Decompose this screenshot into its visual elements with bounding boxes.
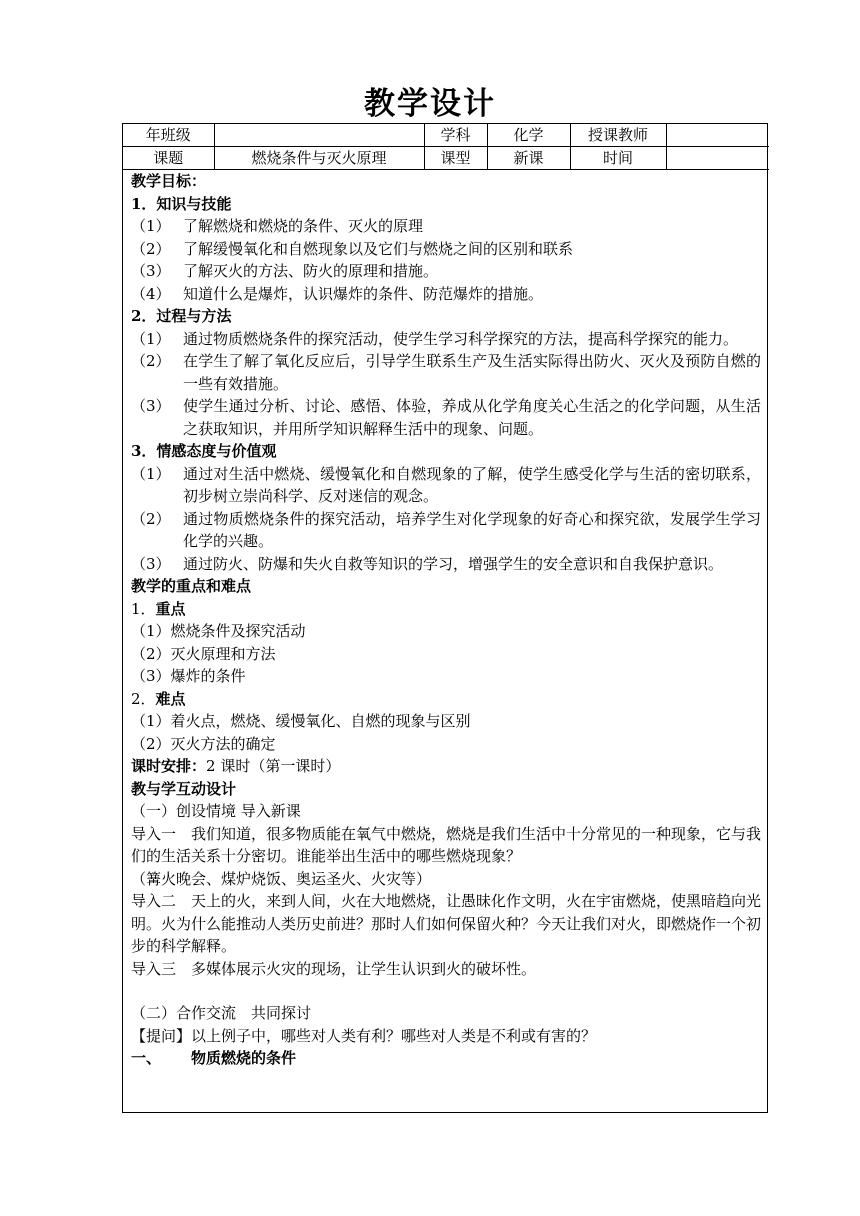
teacher-label: 授课教师 bbox=[570, 124, 666, 147]
list-item bbox=[131, 553, 761, 576]
item-text: 使学生通过分析、讨论、感悟、体验，养成从化学角度关心生活之的化学问题，从生活之获取知识，并用所学知识解释生活中的现象、问题。 bbox=[183, 397, 761, 438]
item-number: （2） bbox=[131, 239, 171, 258]
difficulty-number: 2． bbox=[131, 689, 156, 708]
item-text: 通过对生活中燃烧、缓慢氧化和自燃现象的了解，使学生感受化学与生活的密切联系，初步树立崇尚科学、反对迷信的观念。 bbox=[183, 464, 761, 505]
lesson-body bbox=[123, 170, 767, 1070]
difficulty-label bbox=[131, 688, 761, 711]
item-number: （1） bbox=[131, 329, 171, 348]
item-number: （1） bbox=[131, 464, 171, 483]
grade-class-value bbox=[214, 124, 424, 147]
section-heading: 3．情感态度与价值观 bbox=[131, 442, 277, 460]
list-item bbox=[131, 328, 761, 351]
list-item bbox=[131, 508, 761, 553]
item-text: 了解缓慢氧化和自燃现象以及它们与燃烧之间的区别和联系 bbox=[183, 239, 574, 258]
teacher-value bbox=[666, 124, 769, 147]
list-item bbox=[131, 350, 761, 395]
section-one-title: 物质燃烧的条件 bbox=[191, 1049, 297, 1067]
difficulty-word: 难点 bbox=[155, 689, 186, 708]
question-line: 【提问】以上例子中，哪些对人类有利？哪些对人类是不利或有害的？ bbox=[131, 1026, 597, 1045]
list-item bbox=[131, 463, 761, 508]
topic-value: 燃烧条件与灭火原理 bbox=[214, 147, 424, 170]
section-one-number: 一、 bbox=[131, 1049, 162, 1067]
item-text: 了解灭火的方法、防火的原理和措施。 bbox=[183, 262, 439, 280]
header-row bbox=[123, 124, 769, 147]
key-points-number: 1． bbox=[131, 599, 156, 618]
key-points-label bbox=[131, 598, 761, 621]
key-points-heading: 教学的重点和难点 bbox=[131, 577, 252, 595]
page-title: 教学设计 bbox=[364, 86, 496, 122]
schedule-label: 课时安排： bbox=[131, 757, 207, 775]
lesson-type-label: 课型 bbox=[424, 147, 487, 170]
list-item: （2）灭火原理和方法 bbox=[131, 644, 276, 663]
lesson-type-value: 新课 bbox=[487, 147, 570, 170]
schedule-line bbox=[131, 755, 761, 778]
header-row bbox=[123, 147, 769, 170]
time-label: 时间 bbox=[570, 147, 666, 170]
item-number: （3） bbox=[131, 554, 171, 573]
list-item: （1）着火点，燃烧、缓慢氧化、自燃的现象与区别 bbox=[131, 712, 471, 730]
intro-two-paragraph: 导入二 天上的火，来到人间，火在大地燃烧，让愚昧化作文明，火在宇宙燃烧，使黑暗趋向光明。火为什么能推动人类历史前进？那时人们如何保留火种？今天让我们对火，即燃烧作一个初步的科学解释。 bbox=[131, 892, 762, 955]
design-heading: 教与学互动设计 bbox=[131, 779, 237, 798]
list-item: （1）燃烧条件及探究活动 bbox=[131, 622, 306, 640]
topic-label: 课题 bbox=[123, 147, 214, 170]
intro-one-paragraph: 导入一 我们知道，很多物质能在氧气中燃烧，燃烧是我们生活中十分常见的一种现象，它与我们的生活关系十分密切。谁能举出生活中的哪些燃烧现象？ bbox=[131, 824, 762, 865]
time-value bbox=[666, 147, 769, 170]
item-number: （2） bbox=[131, 509, 171, 528]
subject-label: 学科 bbox=[424, 124, 487, 147]
schedule-value: 2 课时（第一课时） bbox=[206, 757, 341, 775]
list-item: （3）爆炸的条件 bbox=[131, 667, 246, 685]
section-heading: 2．过程与方法 bbox=[131, 307, 232, 325]
intro-one-note: （篝火晚会、煤炉烧饭、奥运圣火、火灾等） bbox=[131, 869, 432, 888]
grade-class-label: 年班级 bbox=[123, 124, 214, 147]
goals-heading: 教学目标： bbox=[131, 172, 207, 190]
item-number: （3） bbox=[131, 397, 171, 415]
list-item bbox=[131, 238, 761, 261]
item-text: 在学生了解了氧化反应后，引导学生联系生产及生活实际得出防火、灭火及预防自燃的一些有效措施。 bbox=[183, 352, 761, 393]
part-two-title: （二）合作交流 共同探讨 bbox=[131, 1004, 312, 1022]
list-item bbox=[131, 260, 761, 283]
list-item bbox=[131, 283, 761, 306]
blank-line bbox=[131, 980, 761, 1002]
item-number: （3） bbox=[131, 262, 171, 280]
section-one-heading bbox=[131, 1047, 761, 1070]
header-table bbox=[123, 124, 769, 170]
subject-value: 化学 bbox=[487, 124, 570, 147]
item-text: 通过防火、防爆和失火自救等知识的学习，增强学生的安全意识和自我保护意识。 bbox=[183, 554, 724, 573]
item-number: （1） bbox=[131, 217, 171, 235]
item-number: （2） bbox=[131, 352, 171, 370]
list-item: （2）灭火方法的确定 bbox=[131, 734, 276, 753]
part-one-title: （一）创设情境 导入新课 bbox=[131, 802, 301, 820]
list-item bbox=[131, 395, 761, 440]
item-text: 通过物质燃烧条件的探究活动，使学生学习科学探究的方法，提高科学探究的能力。 bbox=[183, 329, 739, 348]
item-text: 知道什么是爆炸，认识爆炸的条件、防范爆炸的措施。 bbox=[183, 284, 544, 303]
key-points-word: 重点 bbox=[155, 599, 186, 618]
item-text: 通过物质燃烧条件的探究活动，培养学生对化学现象的好奇心和探究欲，发展学生学习化学的兴趣。 bbox=[183, 509, 761, 550]
lesson-plan-table bbox=[122, 123, 768, 1113]
intro-three-paragraph: 导入三 多媒体展示火灾的现场，让学生认识到火的破坏性。 bbox=[131, 959, 537, 978]
section-heading: 1．知识与技能 bbox=[131, 194, 232, 213]
list-item bbox=[131, 215, 761, 238]
item-number: （4） bbox=[131, 284, 171, 303]
item-text: 了解燃烧和燃烧的条件、灭火的原理 bbox=[183, 217, 424, 235]
